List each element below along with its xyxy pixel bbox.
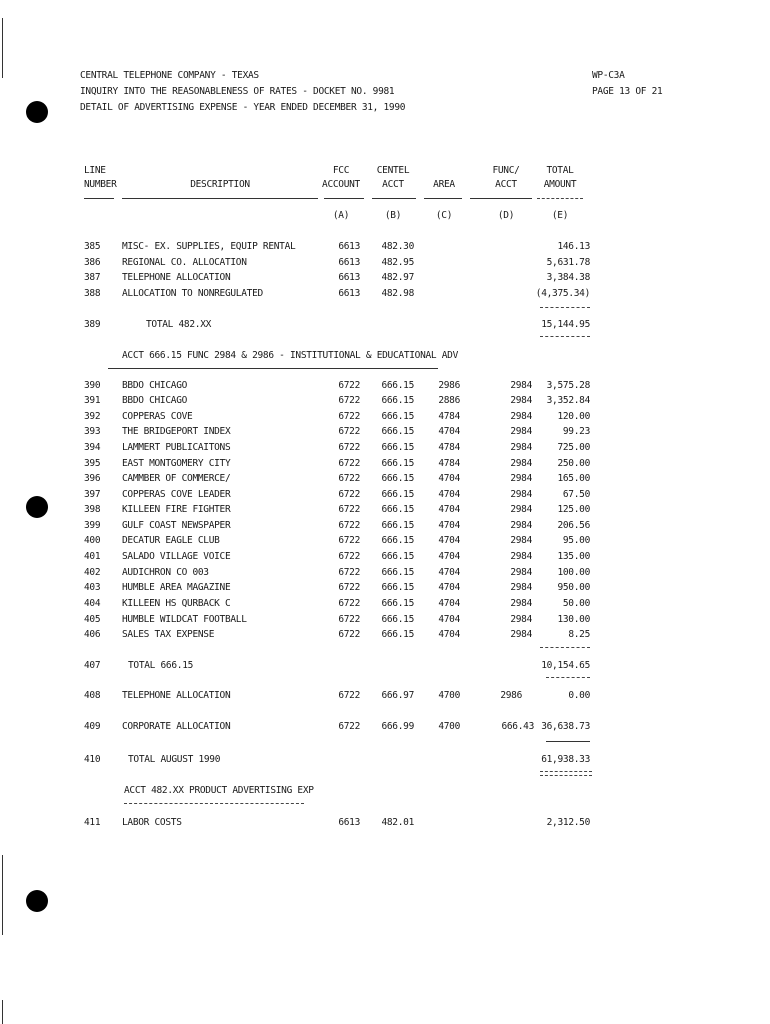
col-line-label-1: LINE [84,165,106,176]
row-description: MISC- EX. SUPPLIES, EQUIP RENTAL [122,241,296,252]
row-description: LAMMERT PUBLICAITONS [122,442,231,453]
row-centel-acct: 666.15 [381,567,414,578]
row-description: HUMBLE AREA MAGAZINE [122,582,231,593]
row-description: EAST MONTGOMERY CITY [122,458,231,469]
row-centel-acct: 482.01 [381,817,414,828]
header-rule-e [537,198,583,199]
row-fcc-account: 6722 [338,614,360,625]
row-total-amount: 50.00 [562,598,590,609]
row-description: CORPORATE ALLOCATION [122,721,231,732]
row-area: 4700 [438,721,460,732]
grand-total-rule [546,741,590,742]
row-line-number: 385 [84,241,101,252]
row-func-acct: 2984 [510,473,532,484]
row-total-amount: 0.00 [568,690,590,701]
row-area: 4704 [438,614,460,625]
row-fcc-account: 6613 [338,817,360,828]
scan-edge-mark [2,855,3,935]
subtotal-rule [540,647,590,648]
col-b-label-2: ACCT [382,179,404,190]
row-func-acct: 2984 [510,458,532,469]
row-description: BBDO CHICAGO [122,395,188,406]
row-line-number: 396 [84,473,101,484]
total-description: TOTAL AUGUST 1990 [128,754,221,765]
row-description: HUMBLE WILDCAT FOOTBALL [122,614,247,625]
inquiry-title: INQUIRY INTO THE REASONABLENESS OF RATES - DOCKET NO. 9981 [80,86,395,97]
col-a-label-2: ACCOUNT [322,179,360,190]
row-description: SALADO VILLAGE VOICE [122,551,231,562]
row-description: KILLEEN HS QURBACK C [122,598,231,609]
row-total-amount: 206.56 [557,520,590,531]
row-centel-acct: 666.15 [381,411,414,422]
row-fcc-account: 6722 [338,721,360,732]
row-centel-acct: 666.15 [381,551,414,562]
row-centel-acct: 482.97 [381,272,414,283]
row-centel-acct: 666.15 [381,520,414,531]
row-func-acct: 2984 [510,582,532,593]
row-line-number: 404 [84,598,101,609]
row-total-amount: 165.00 [557,473,590,484]
page-number: PAGE 13 OF 21 [592,86,663,97]
row-line-number: 402 [84,567,101,578]
header-rule-a [324,198,364,199]
row-line-number: 393 [84,426,101,437]
row-total-amount: 3,575.28 [546,380,590,391]
row-area: 4704 [438,582,460,593]
row-area: 4704 [438,629,460,640]
row-line-number: 388 [84,288,101,299]
row-total-amount: 67.50 [562,489,590,500]
total-description: TOTAL 666.15 [128,660,194,671]
row-area: 4704 [438,535,460,546]
row-area: 4704 [438,520,460,531]
row-total-amount: 95.00 [562,535,590,546]
row-area: 4704 [438,489,460,500]
row-total-amount: 5,631.78 [546,257,590,268]
col-d-label-2: ACCT [495,179,517,190]
row-description: GULF COAST NEWSPAPER [122,520,231,531]
row-fcc-account: 6613 [338,241,360,252]
detail-title: DETAIL OF ADVERTISING EXPENSE - YEAR ENDED DECEMBER 31, 1990 [80,102,406,113]
row-line-number: 408 [84,690,101,701]
total-amount: 15,144.95 [541,319,590,330]
total-rule [540,336,590,337]
row-area: 4784 [438,411,460,422]
row-centel-acct: 666.15 [381,504,414,515]
row-func-acct: 2984 [510,535,532,546]
row-func-acct: 2984 [510,411,532,422]
row-area: 4704 [438,598,460,609]
punch-hole-top [26,101,48,123]
row-line-number: 394 [84,442,101,453]
section-heading-rule [124,803,304,804]
row-description: DECATUR EAGLE CLUB [122,535,220,546]
row-line-number: 391 [84,395,101,406]
total-amount: 10,154.65 [541,660,590,671]
row-func-acct: 2984 [510,395,532,406]
row-total-amount: 100.00 [557,567,590,578]
punch-hole-bottom [26,890,48,912]
row-description: KILLEEN FIRE FIGHTER [122,504,231,515]
col-desc-label: DESCRIPTION [190,179,250,190]
col-c-tag: (C) [435,210,453,221]
row-total-amount: 2,312.50 [546,817,590,828]
total-line-number: 389 [84,319,101,330]
row-centel-acct: 666.15 [381,426,414,437]
row-fcc-account: 6722 [338,426,360,437]
scan-edge-mark [2,1000,3,1024]
row-fcc-account: 6722 [338,473,360,484]
row-line-number: 400 [84,535,101,546]
row-description: LABOR COSTS [122,817,182,828]
header-rule-c [424,198,462,199]
exhibit-id: WP-C3A [592,70,625,81]
row-total-amount: 125.00 [557,504,590,515]
row-fcc-account: 6722 [338,458,360,469]
row-line-number: 399 [84,520,101,531]
row-func-acct: 2986 [500,690,522,701]
row-total-amount: 950.00 [557,582,590,593]
row-total-amount: 120.00 [557,411,590,422]
row-fcc-account: 6722 [338,535,360,546]
row-total-amount: 8.25 [568,629,590,640]
row-func-acct: 2984 [510,380,532,391]
row-line-number: 392 [84,411,101,422]
col-b-label-1: CENTEL [376,165,410,176]
row-centel-acct: 666.15 [381,395,414,406]
row-total-amount: 135.00 [557,551,590,562]
row-func-acct: 2984 [510,520,532,531]
row-centel-acct: 666.15 [381,458,414,469]
row-line-number: 398 [84,504,101,515]
row-func-acct: 2984 [510,567,532,578]
row-description: TELEPHONE ALLOCATION [122,272,231,283]
row-total-amount: 725.00 [557,442,590,453]
row-fcc-account: 6722 [338,551,360,562]
row-fcc-account: 6722 [338,411,360,422]
col-b-tag: (B) [384,210,402,221]
header-rule-b [372,198,416,199]
row-centel-acct: 666.15 [381,614,414,625]
row-func-acct: 666.43 [501,721,534,732]
row-area: 4704 [438,473,460,484]
row-fcc-account: 6722 [338,582,360,593]
row-line-number: 411 [84,817,101,828]
row-centel-acct: 666.15 [381,535,414,546]
company-name: CENTRAL TELEPHONE COMPANY - TEXAS [80,70,259,81]
row-total-amount: 3,352.84 [546,395,590,406]
row-fcc-account: 6722 [338,567,360,578]
row-fcc-account: 6722 [338,690,360,701]
row-area: 4784 [438,458,460,469]
row-description: AUDICHRON CO 003 [122,567,209,578]
total-line-number: 407 [84,660,101,671]
row-area: 2986 [438,380,460,391]
header-rule-d [470,198,532,199]
row-description: CAMMBER OF COMMERCE/ [122,473,231,484]
total-rule [546,677,590,678]
row-centel-acct: 666.15 [381,473,414,484]
row-area: 4704 [438,551,460,562]
row-line-number: 406 [84,629,101,640]
row-fcc-account: 6722 [338,520,360,531]
header-rule-desc [122,198,318,199]
total-amount: 61,938.33 [541,754,590,765]
row-centel-acct: 482.98 [381,288,414,299]
row-centel-acct: 666.15 [381,380,414,391]
col-line-label-2: NUMBER [84,179,117,190]
row-centel-acct: 666.15 [381,442,414,453]
col-a-label-1: FCC [332,165,350,176]
col-d-tag: (D) [497,210,515,221]
row-description: COPPERAS COVE [122,411,193,422]
row-centel-acct: 666.99 [381,721,414,732]
row-total-amount: 3,384.38 [546,272,590,283]
row-line-number: 387 [84,272,101,283]
total-line-number: 410 [84,754,101,765]
row-fcc-account: 6722 [338,442,360,453]
row-area: 4784 [438,442,460,453]
punch-hole-middle [26,496,48,518]
row-total-amount: 130.00 [557,614,590,625]
row-func-acct: 2984 [510,489,532,500]
row-line-number: 390 [84,380,101,391]
col-c-label: AREA [433,179,455,190]
row-fcc-account: 6722 [338,629,360,640]
row-fcc-account: 6722 [338,598,360,609]
row-description: SALES TAX EXPENSE [122,629,215,640]
row-total-amount: (4,375.34) [535,288,590,299]
row-line-number: 397 [84,489,101,500]
row-func-acct: 2984 [510,614,532,625]
row-centel-acct: 666.15 [381,598,414,609]
row-centel-acct: 666.15 [381,582,414,593]
row-fcc-account: 6722 [338,380,360,391]
row-area: 2886 [438,395,460,406]
row-line-number: 395 [84,458,101,469]
col-e-label-1: TOTAL [546,165,574,176]
row-line-number: 401 [84,551,101,562]
col-e-tag: (E) [551,210,569,221]
row-line-number: 386 [84,257,101,268]
col-e-label-2: AMOUNT [543,179,577,190]
row-fcc-account: 6613 [338,288,360,299]
col-d-label-1: FUNC/ [492,165,520,176]
row-total-amount: 250.00 [557,458,590,469]
row-func-acct: 2984 [510,629,532,640]
row-description: BBDO CHICAGO [122,380,188,391]
row-line-number: 405 [84,614,101,625]
row-description: TELEPHONE ALLOCATION [122,690,231,701]
row-func-acct: 2984 [510,426,532,437]
row-line-number: 403 [84,582,101,593]
row-area: 4700 [438,690,460,701]
row-func-acct: 2984 [510,551,532,562]
subtotal-rule [540,307,590,308]
row-centel-acct: 482.30 [381,241,414,252]
double-underline [540,771,592,776]
row-fcc-account: 6722 [338,395,360,406]
row-description: COPPERAS COVE LEADER [122,489,231,500]
row-fcc-account: 6613 [338,272,360,283]
row-description: REGIONAL CO. ALLOCATION [122,257,247,268]
row-func-acct: 2984 [510,598,532,609]
row-centel-acct: 666.15 [381,629,414,640]
row-description: THE BRIDGEPORT INDEX [122,426,231,437]
row-area: 4704 [438,567,460,578]
row-total-amount: 36,638.73 [541,721,590,732]
row-fcc-account: 6722 [338,504,360,515]
row-fcc-account: 6722 [338,489,360,500]
row-centel-acct: 666.97 [381,690,414,701]
row-fcc-account: 6613 [338,257,360,268]
row-description: ALLOCATION TO NONREGULATED [122,288,263,299]
row-centel-acct: 482.95 [381,257,414,268]
row-area: 4704 [438,426,460,437]
section-heading: ACCT 482.XX PRODUCT ADVERTISING EXP [124,785,314,796]
row-centel-acct: 666.15 [381,489,414,500]
row-total-amount: 99.23 [562,426,590,437]
total-description: TOTAL 482.XX [146,319,212,330]
section-heading-rule [108,368,438,369]
row-total-amount: 146.13 [557,241,590,252]
row-func-acct: 2984 [510,504,532,515]
header-rule-line [84,198,114,199]
col-a-tag: (A) [332,210,350,221]
row-func-acct: 2984 [510,442,532,453]
row-line-number: 409 [84,721,101,732]
row-area: 4704 [438,504,460,515]
scan-edge-mark [2,18,3,78]
section-heading: ACCT 666.15 FUNC 2984 & 2986 - INSTITUTIONAL & EDUCATIONAL ADV [122,350,459,361]
